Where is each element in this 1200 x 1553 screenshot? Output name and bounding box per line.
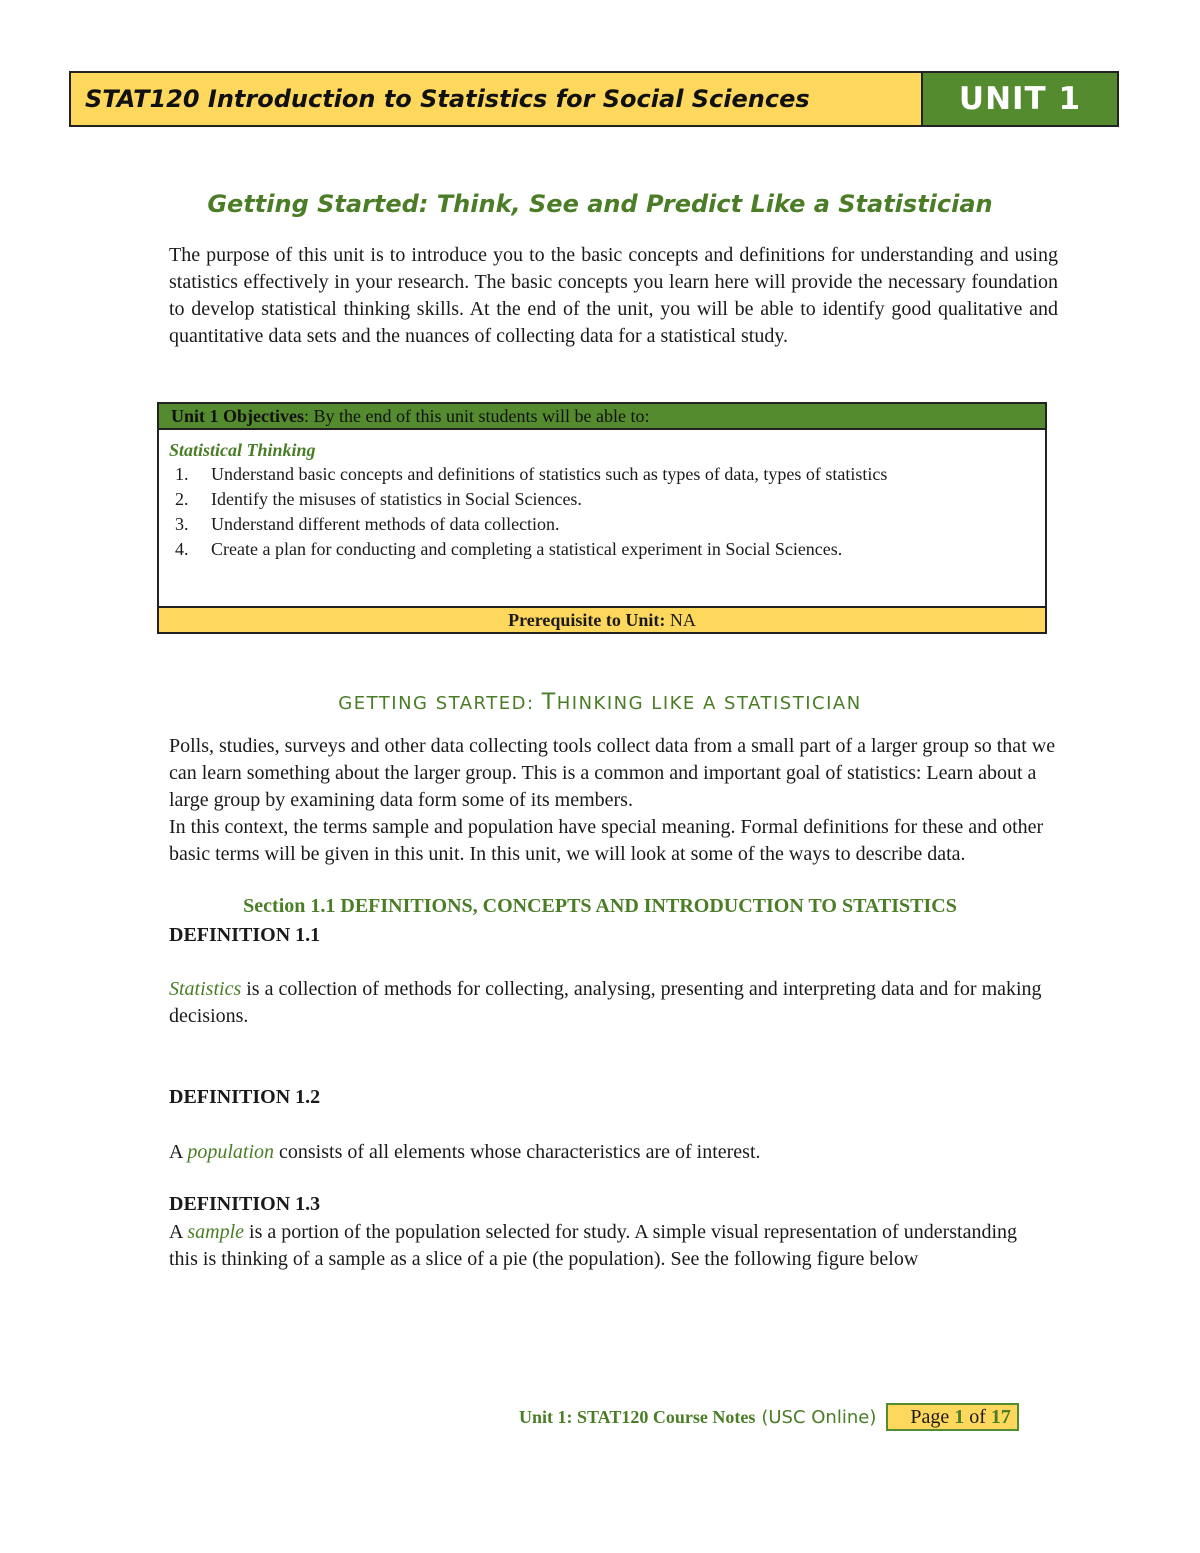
definition-1-2-label: DEFINITION 1.2 [169, 1086, 321, 1108]
definition-body: is a portion of the population selected for study. A simple visual representation of understanding this is thinking of a sample as a slice of a pie (the population). See the following figure below [169, 1221, 1018, 1270]
page-title: Getting Started: Think, See and Predict Like a Statistician [207, 190, 993, 218]
section-1-1-heading: Section 1.1 DEFINITIONS, CONCEPTS AND INTRODUCTION TO STATISTICS [243, 895, 957, 917]
section-heading-big-letter: T [541, 690, 557, 715]
intro-paragraph: The purpose of this unit is to introduce you to the basic concepts and definitions for understanding and using statistics effectively in your research. The basic concepts you learn here will provide the necessary foundation to develop statistical thinking skills. At the end of the unit, you will be able to identify good qualitative and quantitative data sets and the nuances of collecting data for a statistical study. [169, 244, 1058, 347]
definition-1-1-text [169, 976, 1069, 1030]
section-heading [0, 690, 1200, 715]
objectives-header [159, 404, 1045, 430]
list-item [169, 487, 1045, 512]
definition-1-3-text [169, 1219, 1049, 1273]
page-total: 17 [990, 1406, 1011, 1428]
definition-term: Statistics [169, 978, 242, 1000]
list-item-text: Identify the misuses of statistics in Social Sciences. [211, 489, 582, 509]
page-number-box [886, 1403, 1019, 1431]
paragraph-1: Polls, studies, surveys and other data collecting tools collect data from a small part of a larger group so that we can learn something about the larger group. This is a common and important goal of statistics: Learn about a large group by examining data form some of its members. [169, 735, 1056, 811]
definition-body: is a collection of methods for collecting, analysing, presenting and interpreting data and for making decisions. [169, 978, 1042, 1027]
body-text [169, 733, 1069, 868]
unit-label: UNIT 1 [921, 73, 1117, 125]
definition-prefix: A [169, 1141, 188, 1163]
footer-org: (USC Online) [761, 1406, 877, 1428]
definition-term: population [187, 1141, 275, 1163]
footer-course: Unit 1: STAT120 Course Notes [519, 1406, 756, 1427]
definition-1-1-label: DEFINITION 1.1 [169, 924, 321, 946]
definition-body: consists of all elements whose characteristics are of interest. [274, 1141, 761, 1163]
definition-term: sample [187, 1221, 245, 1243]
list-item-text: Create a plan for conducting and completing a statistical experiment in Social Sciences. [211, 539, 843, 559]
list-item [169, 462, 1045, 487]
objectives-subheading: Statistical Thinking [169, 440, 316, 460]
objectives-list [169, 462, 1045, 562]
list-item [169, 512, 1045, 537]
page-number: 1 [954, 1406, 965, 1428]
definition-1-2-text [169, 1139, 1069, 1166]
page-word: Page [910, 1406, 955, 1428]
prerequisite-value: NA [665, 610, 696, 630]
list-item-number: 1. [175, 464, 189, 484]
prerequisite-row [159, 606, 1045, 632]
section-heading-part1: GETTING STARTED [338, 693, 527, 714]
list-item-number: 2. [175, 489, 189, 509]
course-title: STAT120 Introduction to Statistics for Social Sciences [71, 73, 921, 125]
definition-1-3-label: DEFINITION 1.3 [169, 1193, 321, 1215]
paragraph-2: In this context, the terms sample and population have special meaning. Formal definitions for these and other basic terms will be given in this unit. In this unit, we will look at some of the ways to describe data. [169, 816, 1044, 865]
prerequisite-label: Prerequisite to Unit: [508, 610, 666, 630]
objectives-heading-bold: Unit 1 Objectives [171, 406, 304, 426]
list-item-number: 4. [175, 539, 189, 559]
list-item-text: Understand different methods of data collection. [211, 514, 560, 534]
definition-prefix: A [169, 1221, 188, 1243]
list-item [169, 537, 1045, 562]
list-item-text: Understand basic concepts and definitions of statistics such as types of data, types of statistics [211, 464, 888, 484]
page-footer [519, 1403, 1019, 1431]
header-banner [69, 71, 1119, 127]
page-of: of [964, 1406, 991, 1428]
objectives-box [157, 402, 1047, 634]
section-heading-colon: : [526, 693, 542, 714]
objectives-heading-rest: : By the end of this unit students will be able to: [303, 406, 650, 426]
objectives-body [159, 430, 1045, 562]
section-heading-part2: HINKING LIKE A STATISTICIAN [556, 693, 862, 714]
list-item-number: 3. [175, 514, 189, 534]
